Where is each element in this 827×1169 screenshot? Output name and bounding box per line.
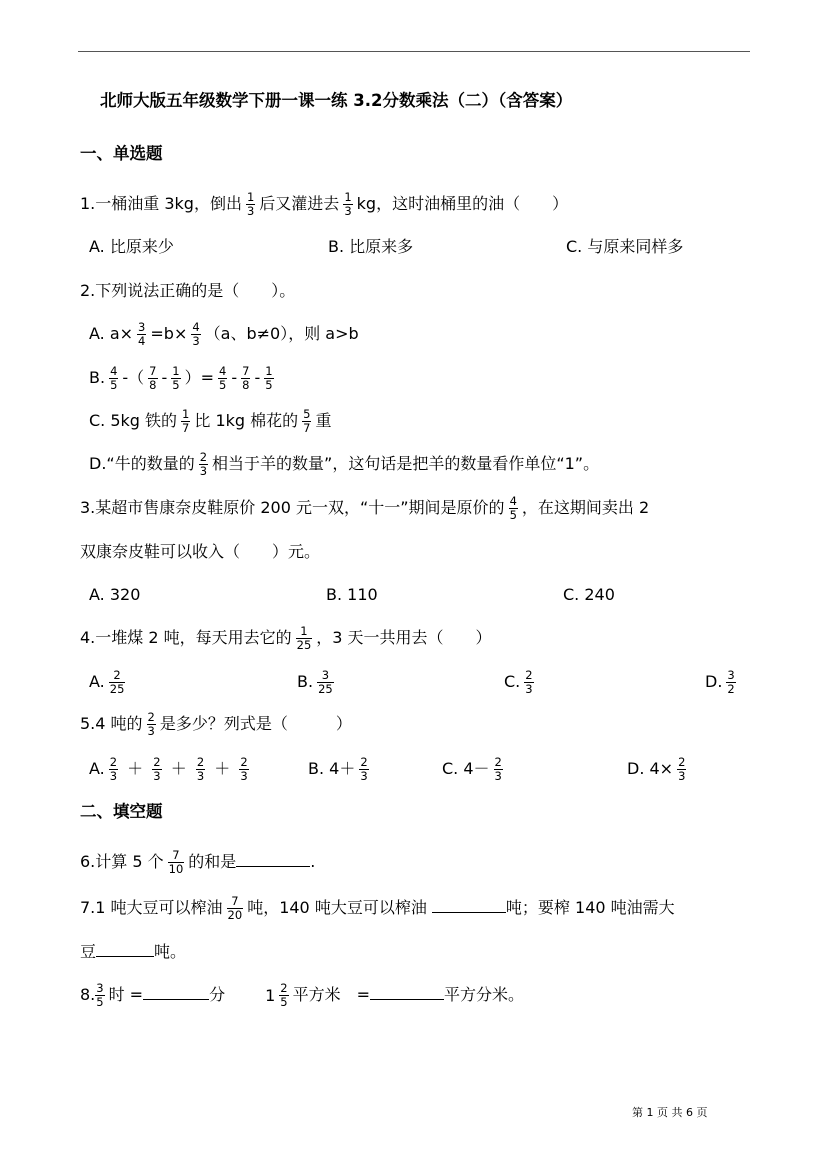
q3-option-a: A. 320: [89, 585, 141, 604]
answer-blank[interactable]: [370, 981, 444, 1000]
q5-option-a: A. $\frac{2}{3}$ ＋ $\frac{2}{3}$ ＋ $\frac{2}{3}$ ＋ $\frac{2}{3}$: [89, 755, 248, 783]
question-7: 7.1 吨大豆可以榨油 $\frac{7}{20}$ 吨，140 吨大豆可以榨油 吨；要榨 140 吨油需大: [80, 894, 675, 922]
q2-option-b: B. $\frac{4}{5}$ -（ $\frac{7}{8}$ - $\frac{1}{5}$ ）= $\frac{4}{5}$ - $\frac{7}{8}$ - $\frac{1}{5}$: [89, 364, 273, 392]
q5-option-d: D. 4× $\frac{2}{3}$: [627, 755, 686, 783]
q5-option-b: B. 4＋ $\frac{2}{3}$: [308, 755, 368, 783]
question-2: 2.下列说法正确的是（ ）。: [80, 281, 296, 300]
section-heading-fill-in: 二、填空题: [80, 802, 163, 821]
question-8: 8. $\frac{3}{5}$ 时 = 分 1 2 5 平方米 = 平方分米。: [80, 981, 525, 1009]
question-4: 4.一堆煤 2 吨，每天用去它的 $\frac{1}{25}$ ，3 天一共用去（ ）: [80, 624, 492, 652]
answer-blank[interactable]: [236, 848, 310, 867]
answer-blank[interactable]: [96, 938, 154, 957]
q4-option-c: C. $\frac{2}{3}$: [504, 668, 533, 696]
question-6: 6.计算 5 个 $\frac{7}{10}$ 的和是 .: [80, 848, 316, 876]
q3-option-b: B. 110: [326, 585, 378, 604]
q4-option-b: B. $\frac{3}{25}$: [297, 668, 333, 696]
q1-option-c: C. 与原来同样多: [566, 237, 684, 256]
section-heading-single-choice: 一、单选题: [80, 144, 163, 163]
answer-blank[interactable]: [432, 894, 506, 913]
question-3-line-2: 双康奈皮鞋可以收入（ ）元。: [80, 542, 321, 561]
q2-option-a: A. a× $\frac{3}{4}$ =b× $\frac{4}{3}$ （a、b≠0），则 a>b: [89, 320, 359, 348]
page-title: 北师大版五年级数学下册一课一练 3.2分数乘法（二）（含答案）: [100, 91, 573, 110]
fraction: $\frac{1}{3}$: [246, 190, 255, 218]
q3-option-c: C. 240: [563, 585, 615, 604]
top-rule: [78, 51, 750, 52]
question-5: 5.4 吨的 $\frac{2}{3}$ 是多少？列式是（ ）: [80, 710, 352, 738]
q4-option-d: D. $\frac{3}{2}$: [705, 668, 735, 696]
question-1: 1.一桶油重 3kg，倒出 $\frac{1}{3}$ 后又灌进去 $\frac{1}{3}$ kg，这时油桶里的油（ ）: [80, 190, 569, 218]
q2-option-c: C. 5kg 铁的 $\frac{1}{7}$ 比 1kg 棉花的 $\frac{5}{7}$ 重: [89, 407, 332, 435]
answer-blank[interactable]: [143, 981, 209, 1000]
question-3: 3.某超市售康奈皮鞋原价 200 元一双，“十一”期间是原价的 $\frac{4}{5}$ ，在这期间卖出 2: [80, 494, 650, 522]
page-footer: 第 1 页 共 6 页: [632, 1106, 708, 1119]
q5-option-c: C. 4－ $\frac{2}{3}$: [442, 755, 502, 783]
q4-option-a: A. $\frac{2}{25}$: [89, 668, 125, 696]
q2-option-d: D.“牛的数量的 $\frac{2}{3}$ 相当于羊的数量”，这句话是把羊的数量看作单位“1”。: [89, 450, 600, 478]
q1-option-a: A. 比原来少: [89, 237, 174, 256]
fraction: $\frac{1}{3}$: [344, 190, 352, 218]
question-7-line-2: 豆 吨。: [80, 935, 186, 969]
q1-option-b: B. 比原来多: [328, 237, 414, 256]
